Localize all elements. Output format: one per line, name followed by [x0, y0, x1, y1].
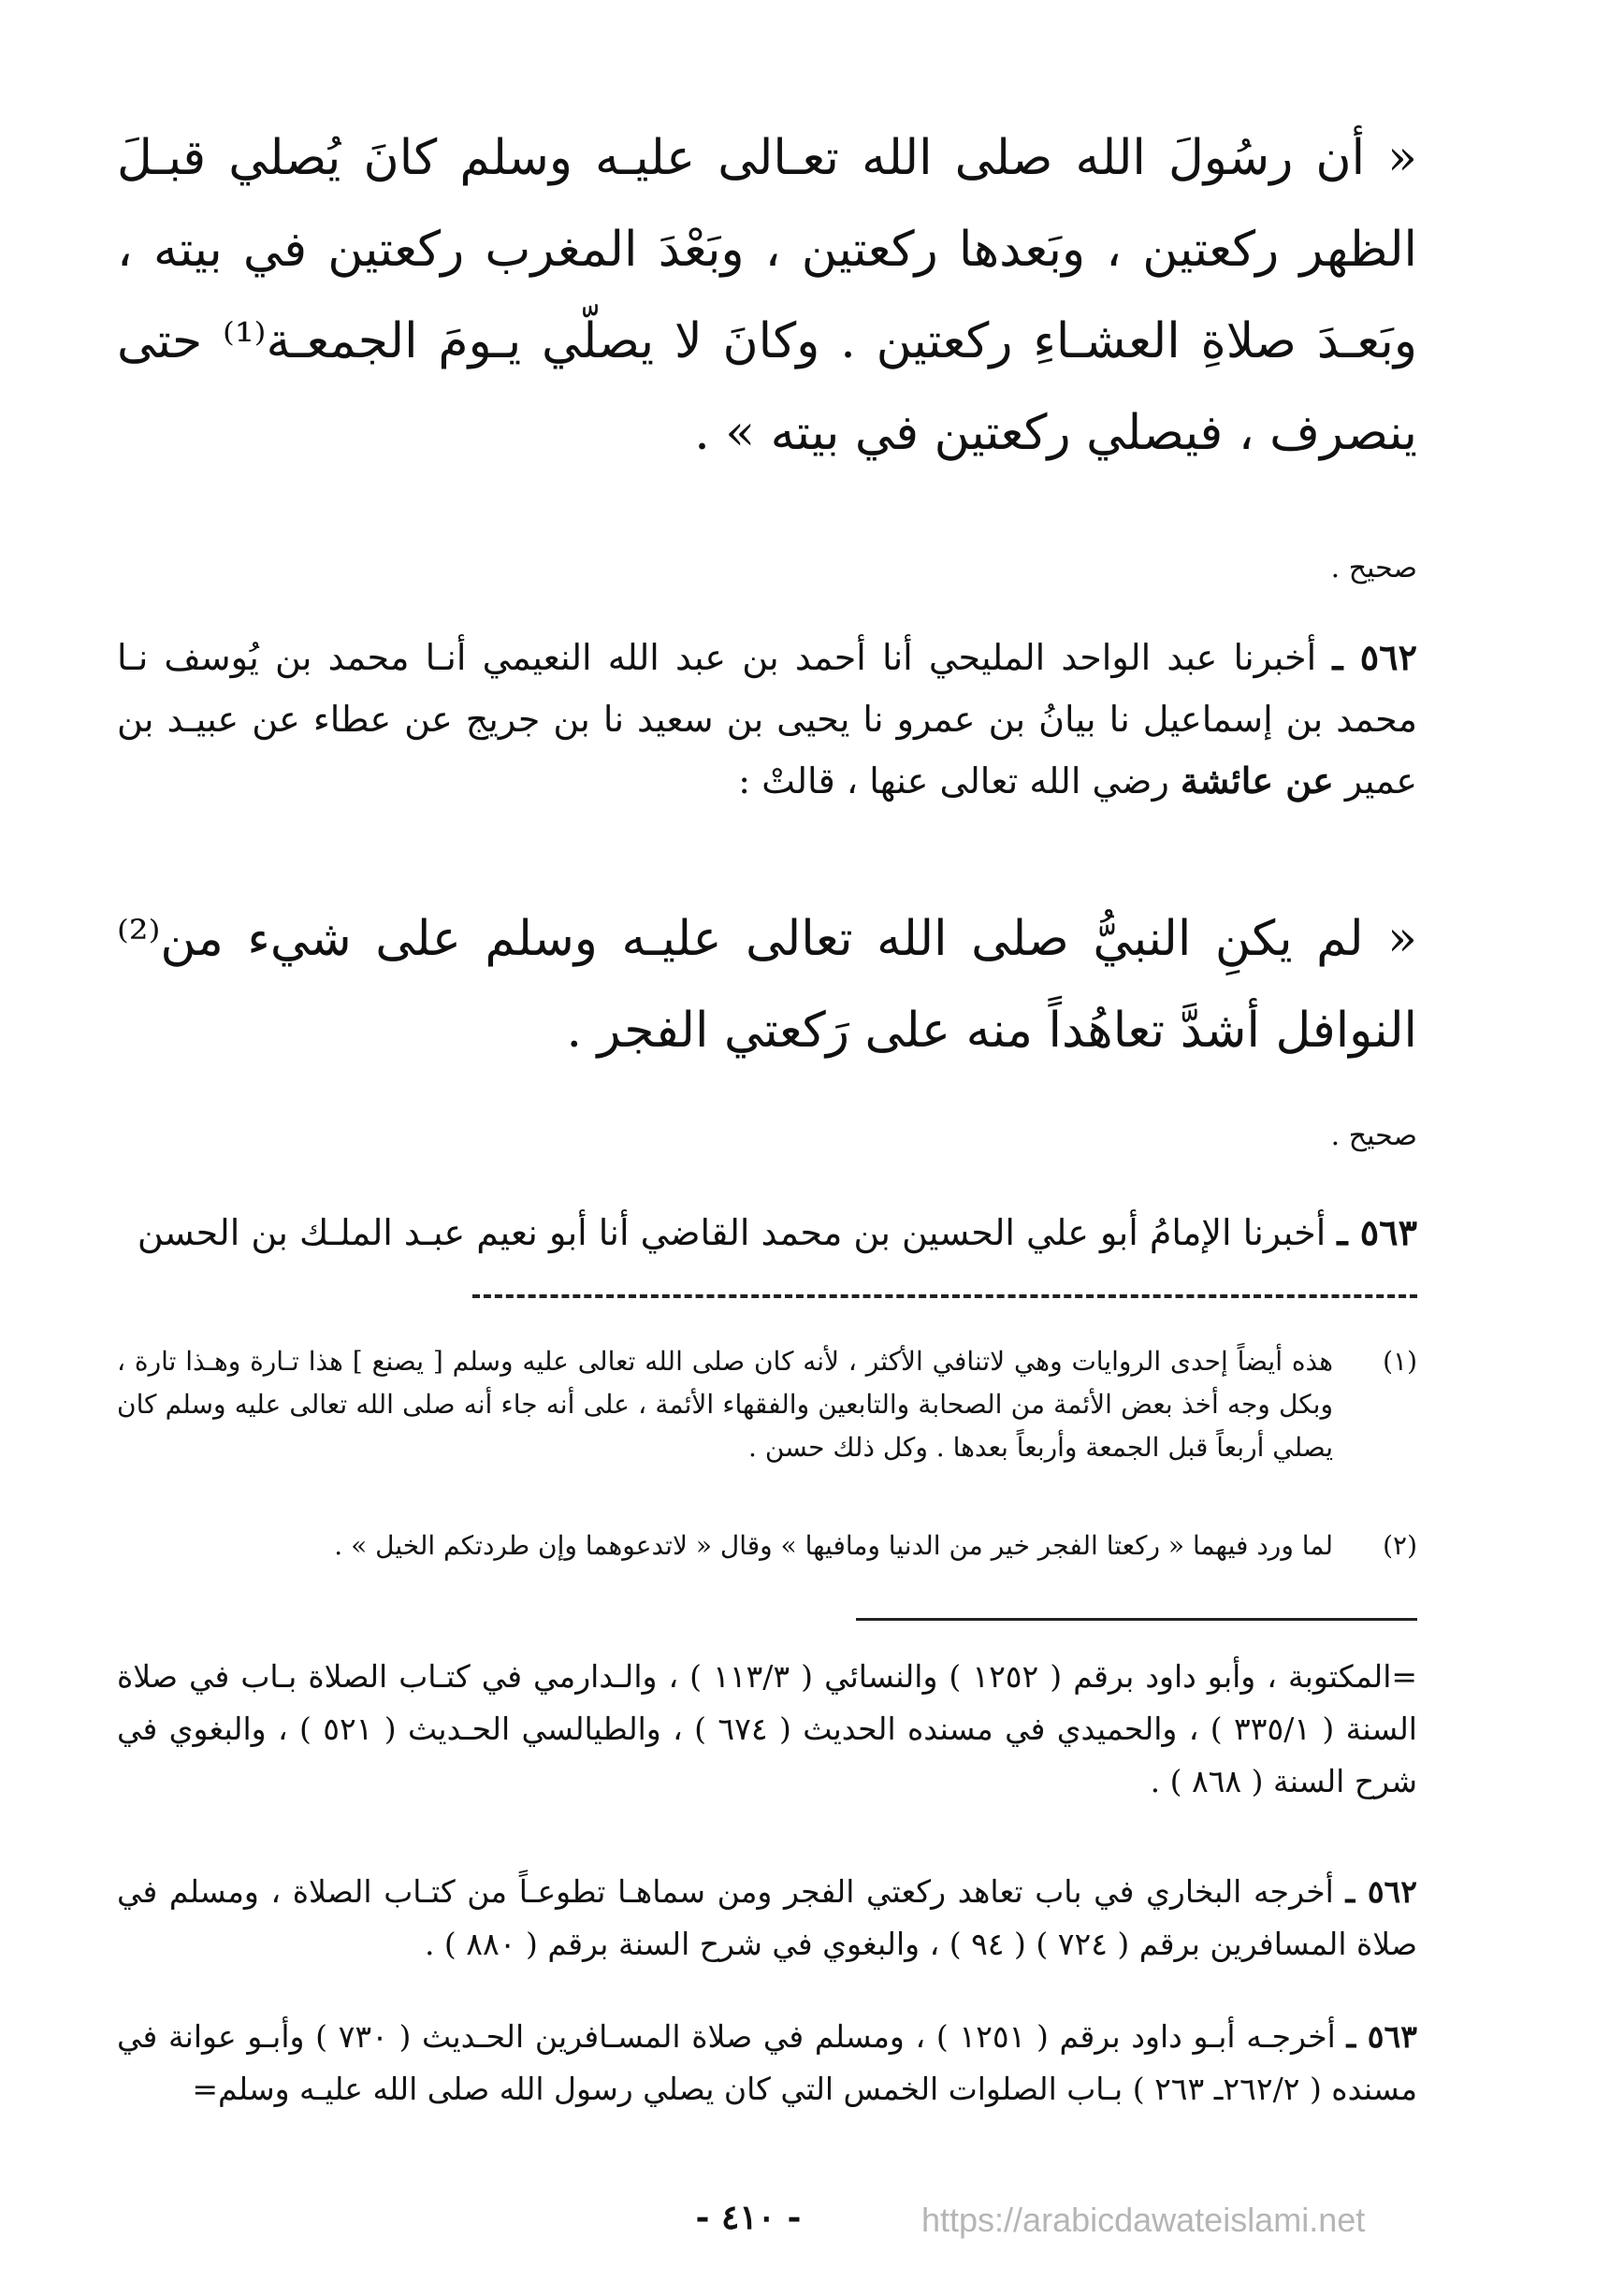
- takhrij-divider: [856, 1618, 1417, 1621]
- hadith-grade: صحيح .: [1330, 552, 1417, 585]
- footnote-2: [117, 1524, 1417, 1567]
- hadith-number: ٥٦٣ ـ: [1337, 1211, 1417, 1253]
- isnad-chain: أخبرنا عبد الواحد المليحي أنا أحمد بن عبد الله النعيمي أنـا محمد بن يُوسف نـا محمد بن إسماعيل نا بيانُ بن عمرو نا يحيى بن سعيد نا بن جريج عن عطاء عن عبيـد بن عمير: [117, 637, 1417, 801]
- hadith-563-isnad: [117, 1202, 1417, 1264]
- hadith-grade: صحيح .: [1330, 1119, 1417, 1152]
- takhrij-number: ٥٦٣ ـ: [1346, 2018, 1417, 2055]
- footnote-mark: (٢): [1383, 1530, 1417, 1561]
- hadith-562-isnad: [117, 627, 1417, 812]
- footnote-mark: (١): [1383, 1346, 1417, 1377]
- hadith-562-text: « لم يكنِ النبيُّ صلى الله تعالى عليـه وسلم على شيء من⁽²⁾ النوافل أشدَّ تعاهُداً منه على رَكعتي الفجر .: [117, 911, 1417, 1059]
- hadith-number: ٥٦٢ ـ: [1332, 636, 1417, 678]
- takhrij-562: [117, 1866, 1417, 1971]
- footnote-divider: [472, 1294, 1417, 1298]
- watermark-url: https://arabicdawateislami.net: [921, 2201, 1366, 2239]
- takhrij-continued: =المكتوبة ، وأبو داود برقم ( ١٢٥٢ ) والنسائي ( ١١٣/٣ ) ، والـدارمي في كتـاب الصلاة بـاب في صلاة السنة ( ٣٣٥/١ ) ، والحميدي في مسنده الحديث ( ٦٧٤ ) ، والطيالسي الحـديث ( ٥٢١ ) ، والبغوي في شرح السنة ( ٨٦٨ ) .: [117, 1658, 1418, 1799]
- narrator-name: عن عائشة: [1180, 759, 1334, 801]
- isnad-chain: أخبرنا الإمامُ أبو علي الحسين بن محمد القاضي أنا أبو نعيم عبـد الملـك بن الحسن: [137, 1212, 1326, 1253]
- footnote-text: هذه أيضاً إحدى الروايات وهي لاتنافي الأكثر ، لأنه كان صلى الله تعالى عليه وسلم [ يصنع ] هذا تـارة وهـذا تارة ، وبكل وجه أخذ بعض الأئمة من الصحابة والتابعين والفقهاء الأئمة ، على أنه جاء أنه صلى الله تعالى عليه وسلم كان يصلي أربعاً قبل الجمعة وأربعاً بعدها . وكل ذلك حسن .: [117, 1346, 1333, 1463]
- takhrij-563: [117, 2011, 1417, 2115]
- footnote-1: [117, 1340, 1417, 1469]
- takhrij-text: أخرجـه أبـو داود برقم ( ١٢٥١ ) ، ومسلم في صلاة المسـافرين الحـديث ( ٧٣٠ ) وأبـو عوانة في مسنده ( ٢٦٢/٢ـ ٢٦٣ ) بـاب الصلوات الخمس التي كان يصلي رسول الله صلى الله عليـه وسلم=: [117, 2018, 1417, 2107]
- isnad-end: رضي الله تعالى عنها ، قالتْ :: [738, 760, 1169, 801]
- footnote-text: لما ورد فيهما « ركعتا الفجر خير من الدنيا ومافيها » وقال « لاتدعوهما وإن طردتكم الخيل » .: [334, 1530, 1333, 1561]
- hadith-561-text: « أن رسُولَ الله صلى الله تعـالى عليـه وسلم كانَ يُصلي قبـلَ الظهر ركعتين ، وبَعدها ركعتين ، وبَعْدَ المغرب ركعتين في بيته ، وبَعـدَ صلاةِ العشـاءِ ركعتين . وكانَ لا يصلّي يـومَ الجمعـة⁽¹⁾ حتى ينصرف ، فيصلي ركعتين في بيته » .: [117, 130, 1418, 461]
- page-number: - ٤١٠ -: [695, 2198, 802, 2237]
- takhrij-text: أخرجه البخاري في باب تعاهد ركعتي الفجر ومن سماهـا تطوعـاً من كتـاب الصلاة ، ومسلم في صلاة المسافرين برقم ( ٧٢٤ ) ( ٩٤ ) ، والبغوي في شرح السنة برقم ( ٨٨٠ ) .: [117, 1873, 1417, 1962]
- takhrij-number: ٥٦٢ ـ: [1345, 1873, 1417, 1910]
